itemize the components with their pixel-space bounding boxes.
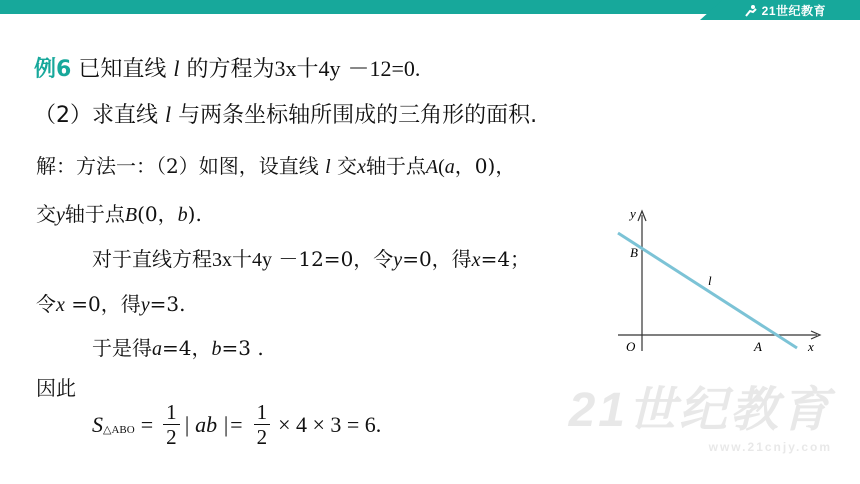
fraction-1	[163, 400, 180, 449]
frac2-num: 1	[256, 400, 268, 424]
sol1-paren: (	[438, 156, 445, 178]
area-formula	[92, 400, 381, 449]
solution-line-3	[92, 243, 530, 272]
frac2-den: 2	[254, 424, 271, 449]
sol2-a: 交	[36, 202, 56, 226]
sol4-y: y	[140, 294, 150, 316]
example-intro: 已知直线	[78, 57, 167, 82]
sol5-a: 于是得	[92, 336, 152, 360]
axis-y-label: y	[630, 206, 636, 221]
fraction-2	[254, 400, 271, 449]
solution-line-4	[36, 288, 185, 317]
formula-abs: | ab |=	[183, 411, 244, 437]
sol1-a: 解：方法一：（2）如图，设直线	[36, 154, 319, 178]
sol1-b: 交	[337, 154, 358, 178]
question-var-l: l	[165, 102, 172, 127]
sol6-text: 因此	[36, 376, 76, 400]
sol2-b: 轴于点	[64, 202, 125, 226]
sol1-a-var: a	[444, 156, 455, 178]
watermark	[569, 371, 832, 454]
brand-logo	[743, 2, 826, 19]
sol5-b-var: b	[211, 338, 222, 360]
line-l-label: l	[708, 273, 712, 288]
sol3-a: 对于直线方程	[92, 247, 212, 271]
sol2-y: y	[56, 204, 65, 226]
example-plus: 十	[296, 57, 319, 82]
sol1-d: ，0)，	[454, 154, 516, 178]
point-A-label: A	[754, 339, 762, 354]
example-mid: 的方程为	[186, 57, 275, 82]
question-suffix: 与两条坐标轴所围成的三角形的面积.	[178, 103, 538, 128]
sol5-b: =4，	[162, 336, 212, 360]
sol4-c: =3.	[149, 292, 186, 316]
brand-text: 21世纪教育	[761, 4, 826, 18]
frac1-num: 1	[166, 400, 177, 424]
sol5-a-var: a	[152, 338, 162, 360]
sol2-d: ).	[187, 202, 202, 226]
formula-eq: =	[140, 411, 154, 437]
example-heading	[34, 52, 420, 83]
solution-line-5	[92, 332, 264, 361]
axis-x-label: x	[808, 339, 814, 354]
sol4-a: 令	[36, 292, 56, 316]
sol3-c: =0，得	[402, 247, 472, 271]
sol3-3x: 3x	[212, 249, 232, 271]
point-B-label: B	[630, 245, 638, 260]
sol1-A: A	[425, 156, 439, 178]
question-prefix: （2）求直线	[34, 103, 158, 128]
sol3-b: －12=0，令	[278, 247, 394, 271]
solution-line-2	[36, 198, 202, 227]
formula-subscript: △ABO	[103, 424, 135, 436]
coordinate-graph	[612, 205, 824, 355]
sol1-x: x	[357, 156, 366, 178]
solution-line-1	[36, 150, 515, 179]
example-var-l: l	[173, 56, 180, 81]
sol3-x: x	[471, 249, 481, 271]
watermark-url: www.21cnjy.com	[708, 440, 832, 454]
sol2-b-var: b	[177, 204, 188, 226]
sol3-d: =4；	[480, 247, 531, 271]
sol4-b: =0，得	[71, 292, 141, 316]
sol1-l: l	[325, 156, 331, 178]
sol5-c: =3 .	[221, 336, 264, 360]
sol3-plus: 十	[232, 247, 252, 271]
sol4-x: x	[56, 294, 65, 316]
question-line	[34, 98, 537, 129]
sol3-y: y	[393, 249, 403, 271]
sol2-c: (0，	[137, 202, 178, 226]
formula-S: S	[92, 411, 103, 437]
watermark-logo: 21世纪教育	[568, 384, 832, 437]
sol2-B: B	[124, 204, 138, 226]
line-l	[618, 233, 797, 348]
example-minus: －12=0.	[347, 56, 421, 81]
frac1-den: 2	[163, 424, 180, 449]
example-label: 例6	[34, 57, 72, 82]
origin-label: O	[626, 339, 636, 354]
example-eq-3x: 3x	[274, 56, 297, 81]
example-eq-4y: 4y	[318, 56, 341, 81]
solution-line-6	[36, 372, 76, 401]
runner-logo-icon	[743, 4, 759, 18]
sol1-c: 轴于点	[365, 154, 426, 178]
formula-tail: × 4 × 3 = 6.	[278, 411, 382, 437]
sol3-4y: 4y	[252, 249, 272, 271]
